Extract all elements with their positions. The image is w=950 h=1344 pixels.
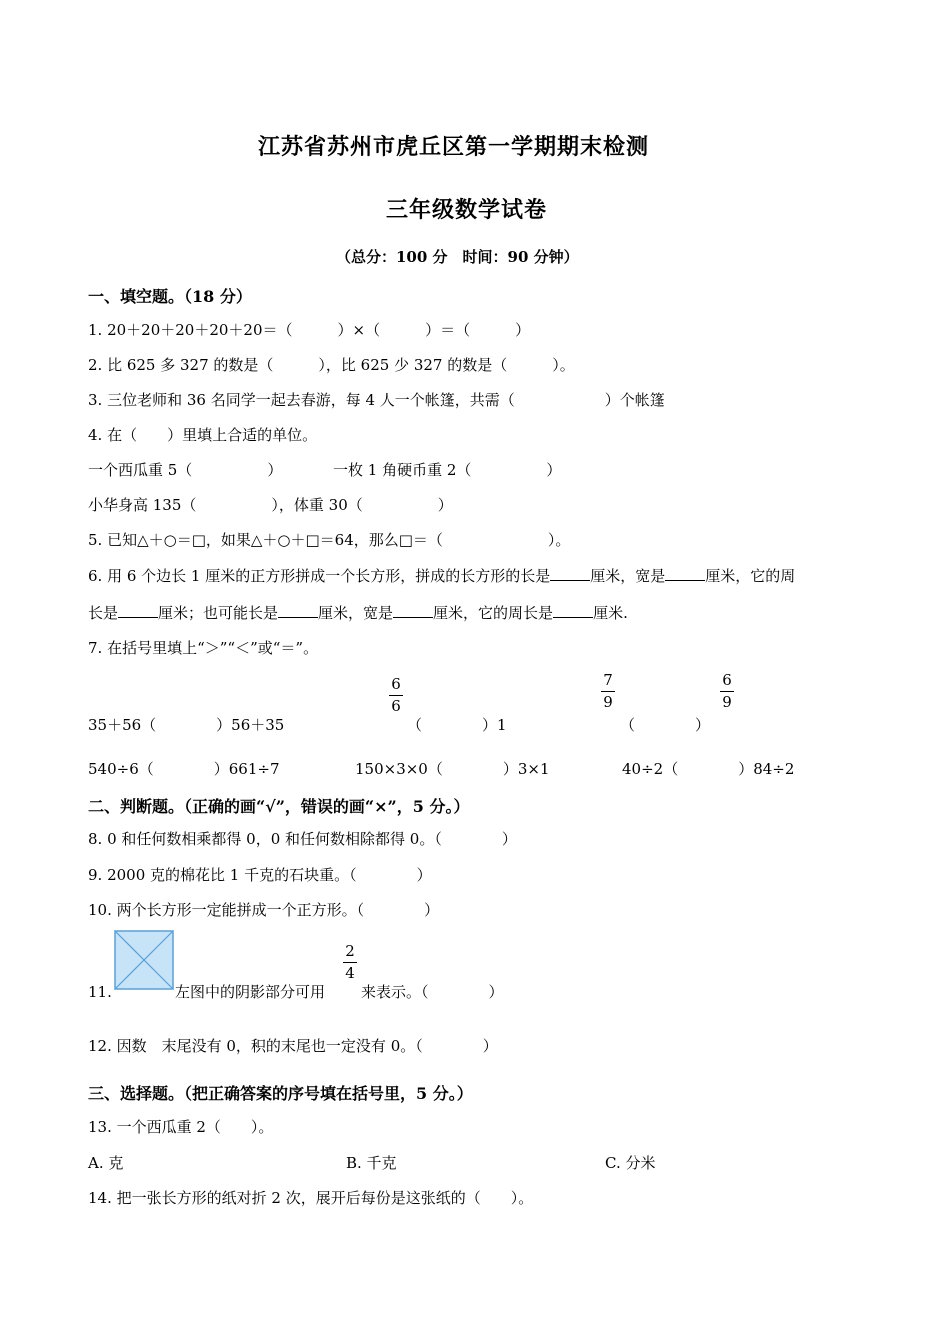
question-4: 4. 在（ ）里填上合适的单位。 (88, 426, 318, 444)
answer-blank[interactable] (665, 566, 705, 581)
q6-text-3: 厘米，它的周 (705, 567, 796, 585)
question-10: 10. 两个长方形一定能拼成一个正方形。（ ） (88, 901, 440, 919)
fraction-numerator: 7 (603, 671, 613, 689)
fraction-2-4 (343, 943, 357, 982)
question-9: 9. 2000 克的棉花比 1 千克的石块重。（ ） (88, 866, 432, 884)
question-11-number: 11. (88, 983, 112, 1001)
question-2: 2. 比 625 多 327 的数是（ ），比 625 少 327 的数是（ ）。 (88, 356, 575, 374)
compare-c: （ ） (620, 716, 711, 734)
question-13: 13. 一个西瓜重 2（ ）。 (88, 1118, 274, 1136)
section-fill-in: 一、填空题。（18 分） (88, 287, 252, 306)
option-c[interactable]: C. 分米 (605, 1154, 656, 1172)
answer-blank[interactable] (118, 603, 158, 618)
question-3: 3. 三位老师和 36 名同学一起去春游，每 4 人一个帐篷，共需（ ）个帐篷 (88, 391, 665, 409)
compare-a: 35＋56（ ）56＋35 (88, 716, 285, 734)
section-true-false: 二、判断题。（正确的画“√”，错误的画“×”，5 分。） (88, 797, 470, 816)
fraction-6-9 (720, 672, 734, 711)
question-4-item-b: 一枚 1 角硬币重 2（ ） (333, 461, 562, 479)
page-subtitle: 三年级数学试卷 (386, 197, 548, 223)
question-12: 12. 因数 末尾没有 0，积的末尾也一定没有 0。（ ） (88, 1037, 498, 1055)
question-4-item-a: 一个西瓜重 5（ ） (88, 461, 283, 479)
answer-blank[interactable] (393, 603, 433, 618)
q6-text-6: 厘米，宽是 (318, 604, 394, 622)
answer-blank[interactable] (278, 603, 318, 618)
option-b[interactable]: B. 千克 (346, 1154, 397, 1172)
option-a[interactable]: A. 克 (88, 1154, 124, 1172)
question-5: 5. 已知△＋○＝□，如果△＋○＋□＝64，那么□＝（ ）。 (88, 531, 571, 549)
section-multiple-choice: 三、选择题。（把正确答案的序号填在括号里，5 分。） (88, 1084, 473, 1103)
question-8: 8. 0 和任何数相乘都得 0，0 和任何数相除都得 0。（ ） (88, 830, 517, 848)
compare-e: 150×3×0（ ）3×1 (355, 760, 550, 778)
question-1: 1. 20＋20＋20＋20＋20＝（ ）×（ ）＝（ ） (88, 321, 531, 339)
page-title: 江苏省苏州市虎丘区第一学期期末检测 (258, 134, 650, 160)
fraction-numerator: 6 (391, 675, 401, 693)
q6-text-7: 厘米，它的周长是 (433, 604, 554, 622)
fraction-denominator: 9 (722, 693, 732, 711)
answer-blank[interactable] (550, 566, 590, 581)
fraction-denominator: 9 (603, 693, 613, 711)
fraction-7-9 (601, 672, 615, 711)
question-6-line-1 (88, 566, 795, 586)
q6-text-2: 厘米，宽是 (590, 567, 666, 585)
question-11-text-a: 左图中的阴影部分可用 (175, 983, 326, 1001)
q6-text-5: 厘米；也可能长是 (158, 604, 279, 622)
question-7: 7. 在括号里填上“＞”“＜”或“＝”。 (88, 639, 319, 657)
q6-text-8: 厘米. (593, 604, 628, 622)
answer-blank[interactable] (553, 603, 593, 618)
fraction-denominator: 4 (345, 964, 355, 982)
question-11-text-b: 来表示。（ ） (361, 983, 504, 1001)
question-14: 14. 把一张长方形的纸对折 2 次，展开后每份是这张纸的（ ）。 (88, 1189, 534, 1207)
q6-text-4: 长是 (88, 604, 119, 622)
fraction-denominator: 6 (391, 697, 401, 715)
q6-text-1: 6. 用 6 个边长 1 厘米的正方形拼成一个长方形，拼成的长方形的长是 (88, 567, 551, 585)
exam-meta: （总分：100 分 时间：90 分钟） (336, 248, 579, 266)
question-4-item-c: 小华身高 135（ ），体重 30（ ） (88, 496, 453, 514)
fraction-6-6 (389, 676, 403, 715)
fraction-numerator: 6 (722, 671, 732, 689)
compare-b: （ ）1 (407, 716, 507, 734)
fraction-numerator: 2 (345, 942, 355, 960)
question-6-line-2 (88, 603, 628, 623)
compare-d: 540÷6（ ）661÷7 (88, 760, 280, 778)
shaded-square-figure (114, 930, 176, 992)
compare-f: 40÷2（ ）84÷2 (622, 760, 795, 778)
